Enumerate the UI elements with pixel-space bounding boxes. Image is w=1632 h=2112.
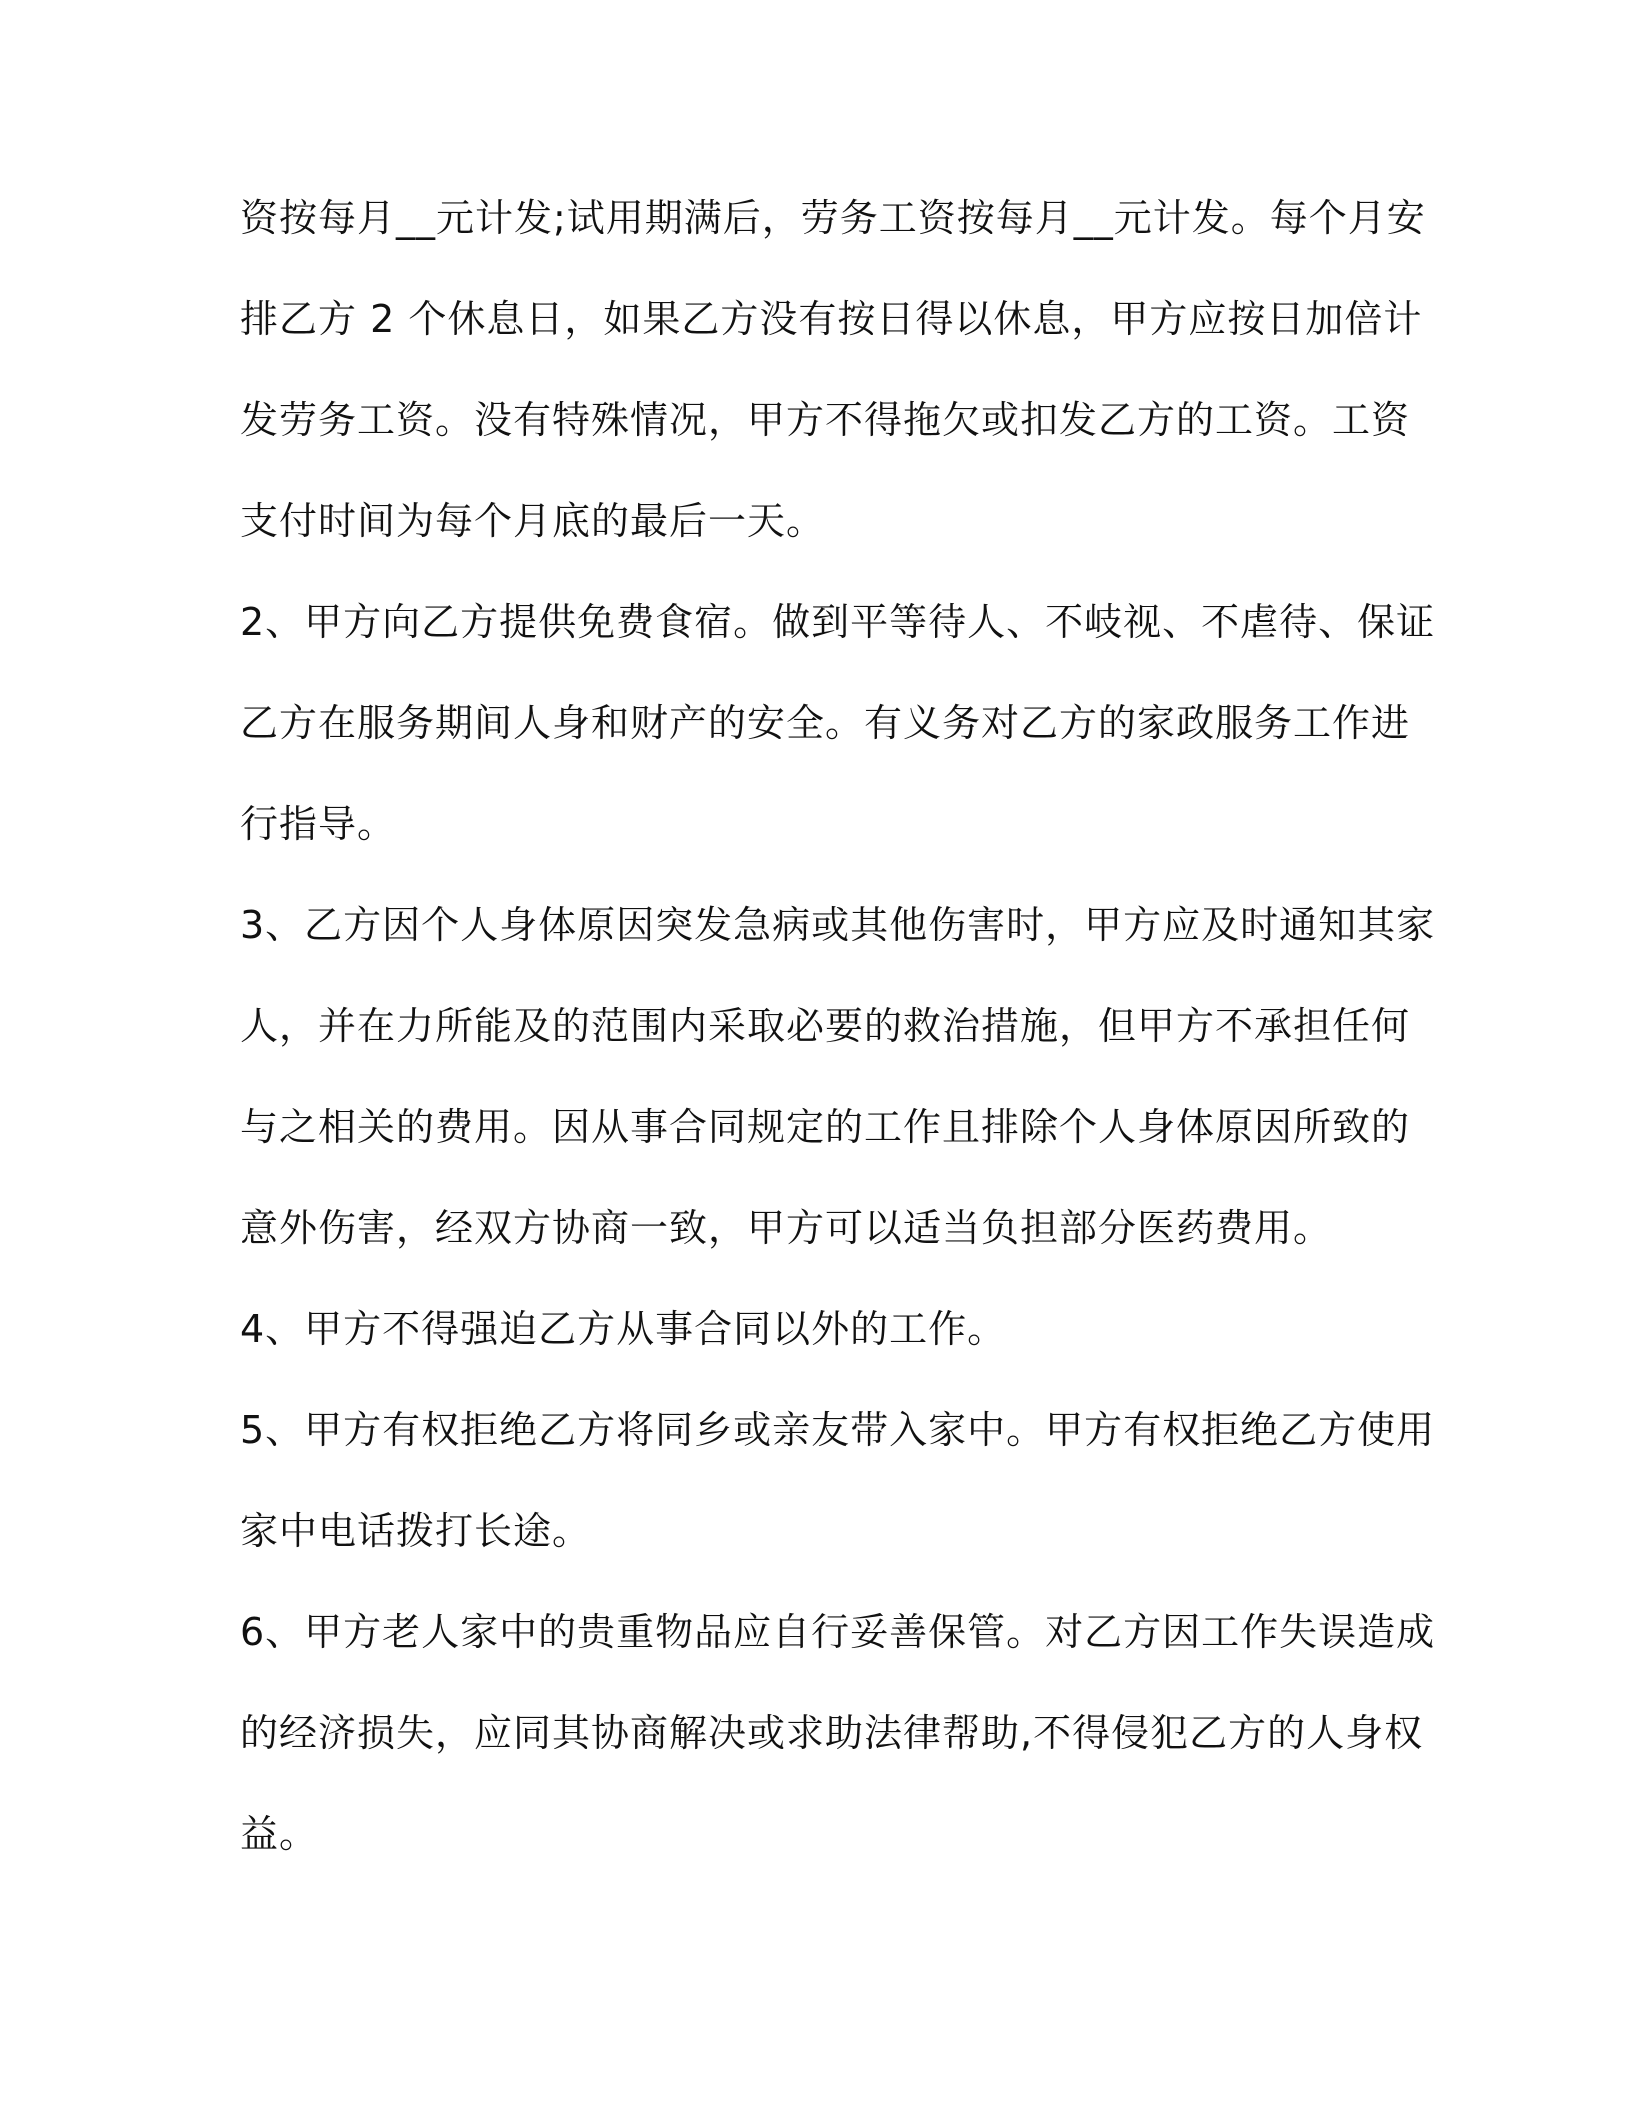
text-line: 支付时间为每个月底的最后一天。 xyxy=(240,499,826,543)
text-line: 行指导。 xyxy=(240,802,397,846)
text-line: 资按每月__元计发;试用期满后，劳务工资按每月__元计发。每个月安 xyxy=(240,196,1426,240)
text-line: 意外伤害，经双方协商一致，甲方可以适当负担部分医药费用。 xyxy=(240,1206,1333,1250)
text-line: 益。 xyxy=(240,1812,319,1856)
text-line: 与之相关的费用。因从事合同规定的工作且排除个人身体原因所致的 xyxy=(240,1105,1411,1149)
text-line: 6、甲方老人家中的贵重物品应自行妥善保管。对乙方因工作失误造成 xyxy=(240,1610,1436,1654)
text-line: 家中电话拨打长途。 xyxy=(240,1509,592,1553)
text-line: 3、乙方因个人身体原因突发急病或其他伤害时，甲方应及时通知其家 xyxy=(240,903,1436,947)
text-line: 乙方在服务期间人身和财产的安全。有义务对乙方的家政服务工作进 xyxy=(240,701,1411,745)
text-line: 排乙方 2 个休息日，如果乙方没有按日得以休息，甲方应按日加倍计 xyxy=(240,297,1423,341)
text-line: 的经济损失，应同其协商解决或求助法律帮助,不得侵犯乙方的人身权 xyxy=(240,1711,1424,1755)
text-line: 4、甲方不得强迫乙方从事合同以外的工作。 xyxy=(240,1307,1007,1351)
text-line: 发劳务工资。没有特殊情况，甲方不得拖欠或扣发乙方的工资。工资 xyxy=(240,398,1411,442)
text-line: 2、甲方向乙方提供免费食宿。做到平等待人、不岐视、不虐待、保证 xyxy=(240,600,1436,644)
text-line: 人，并在力所能及的范围内采取必要的救治措施，但甲方不承担任何 xyxy=(240,1004,1411,1048)
text-line: 5、甲方有权拒绝乙方将同乡或亲友带入家中。甲方有权拒绝乙方使用 xyxy=(240,1408,1436,1452)
